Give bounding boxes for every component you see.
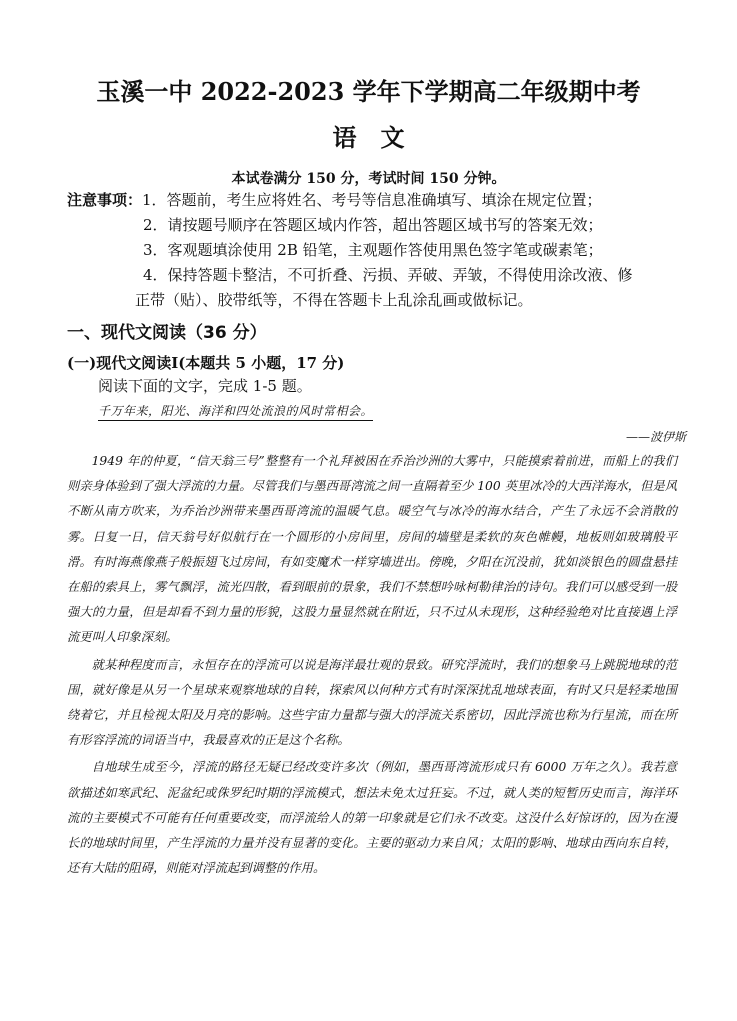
epigraph: 千万年来，阳光、海洋和四处流浪的风时常相会。 bbox=[98, 402, 373, 421]
reading-instruction: 阅读下面的文字，完成 1-5 题。 bbox=[98, 377, 312, 395]
score-line: 本试卷满分 150 分，考试时间 150 分钟。 bbox=[231, 171, 506, 187]
article-paragraph: 就某种程度而言，永恒存在的浮流可以说是海洋最壮观的景致。研究浮流时，我们的想象马上跳脱地球的范围，就好像是从另一个星球来观察地球的自转，探索风以何种方式有时深深扰乱地球表面，有时又只是轻柔地围绕着它，并且检视太阳及月亮的影响。这些宇宙力量都与强大的浮流关系密切，因此浮流也称为行星流，而在所有形容浮流的词语当中，我最喜欢的正是这个名称。 bbox=[67, 657, 677, 748]
subject-title: 语 文 bbox=[332, 123, 405, 152]
section-heading: 一、现代文阅读（36 分） bbox=[67, 323, 267, 343]
notice-block bbox=[67, 188, 677, 313]
article-paragraph: 自地球生成至今，浮流的路径无疑已经改变许多次（例如，墨西哥湾流形成只有 6000 万年之久）。我若意欲描述如寒武纪、泥盆纪或侏罗纪时期的浮流模式，想法未免太过狂妄。不过，就人类的短暂历史而言，海洋环流的主要模式不可能有任何重要改变，而浮流给人的第一印象就是它们永不改变。这没什么好惊讶的，因为在漫长的地球时间里，产生浮流的力量并没有显著的变化。主要的驱动力来自风；太阳的影响、地球由西向东自转，还有大陆的阻碍，则能对浮流起到调整的作用。 bbox=[67, 760, 677, 876]
notice-item: 1．答题前，考生应将姓名、考号等信息准确填写、填涂在规定位置； bbox=[142, 191, 602, 209]
notice-item: 4．保持答题卡整洁，不可折叠、污损、弄破、弄皱，不得使用涂改液、修 bbox=[143, 266, 633, 284]
article-body bbox=[67, 449, 677, 881]
notice-row-3 bbox=[67, 238, 677, 263]
exam-title: 玉溪一中 2022-2023 学年下学期高二年级期中考 bbox=[96, 77, 641, 106]
epigraph-author: ——波伊斯 bbox=[625, 430, 686, 444]
notice-row-1 bbox=[67, 188, 677, 213]
notice-item-continued: 正带（贴）、胶带纸等，不得在答题卡上乱涂乱画或做标记。 bbox=[135, 291, 533, 309]
notice-item: 2．请按题号顺序在答题区域内作答，超出答题区域书写的答案无效； bbox=[143, 216, 603, 234]
notice-item: 3．客观题填涂使用 2B 铅笔，主观题作答使用黑色签字笔或碳素笔； bbox=[143, 241, 603, 259]
notice-row-5 bbox=[67, 288, 677, 313]
notice-row-2 bbox=[67, 213, 677, 238]
notice-row-4 bbox=[67, 263, 677, 288]
subsection-heading: (一)现代文阅读Ⅰ(本题共 5 小题，17 分) bbox=[67, 354, 345, 372]
article-paragraph: 1949 年的仲夏，“信天翁三号”整整有一个礼拜被困在乔治沙洲的大雾中，只能摸索着前进，而船上的我们则亲身体验到了强大浮流的力量。尽管我们与墨西哥湾流之间一直隔着至少 100 英里冰冷的大西洋海水，但是风不断从南方吹来，为乔治沙洲带来墨西哥湾流的温暖气息。暖空气与冰冷的海水结合，产生了永远不会消散的雾。日复一日，信天翁号好似航行在一个圆形的小房间里，房间的墙壁是柔软的灰色帷幔，地板则如玻璃般平滑。有时海燕像燕子般振翅飞过房间，有如变魔术一样穿墙进出。傍晚，夕阳在沉没前，犹如淡银色的圆盘悬挂在船的索具上，雾气飘浮，流光四散，看到眼前的景象，我们不禁想吟咏柯勒律治的诗句。我们可以感受到一股强大的力量，但是却看不到力量的形貌，这股力量显然就在附近，只不过从未现形，这种经验绝对比直接遇上浮流更叫人印象深刻。 bbox=[67, 454, 677, 645]
notice-label: 注意事项： bbox=[67, 191, 143, 209]
